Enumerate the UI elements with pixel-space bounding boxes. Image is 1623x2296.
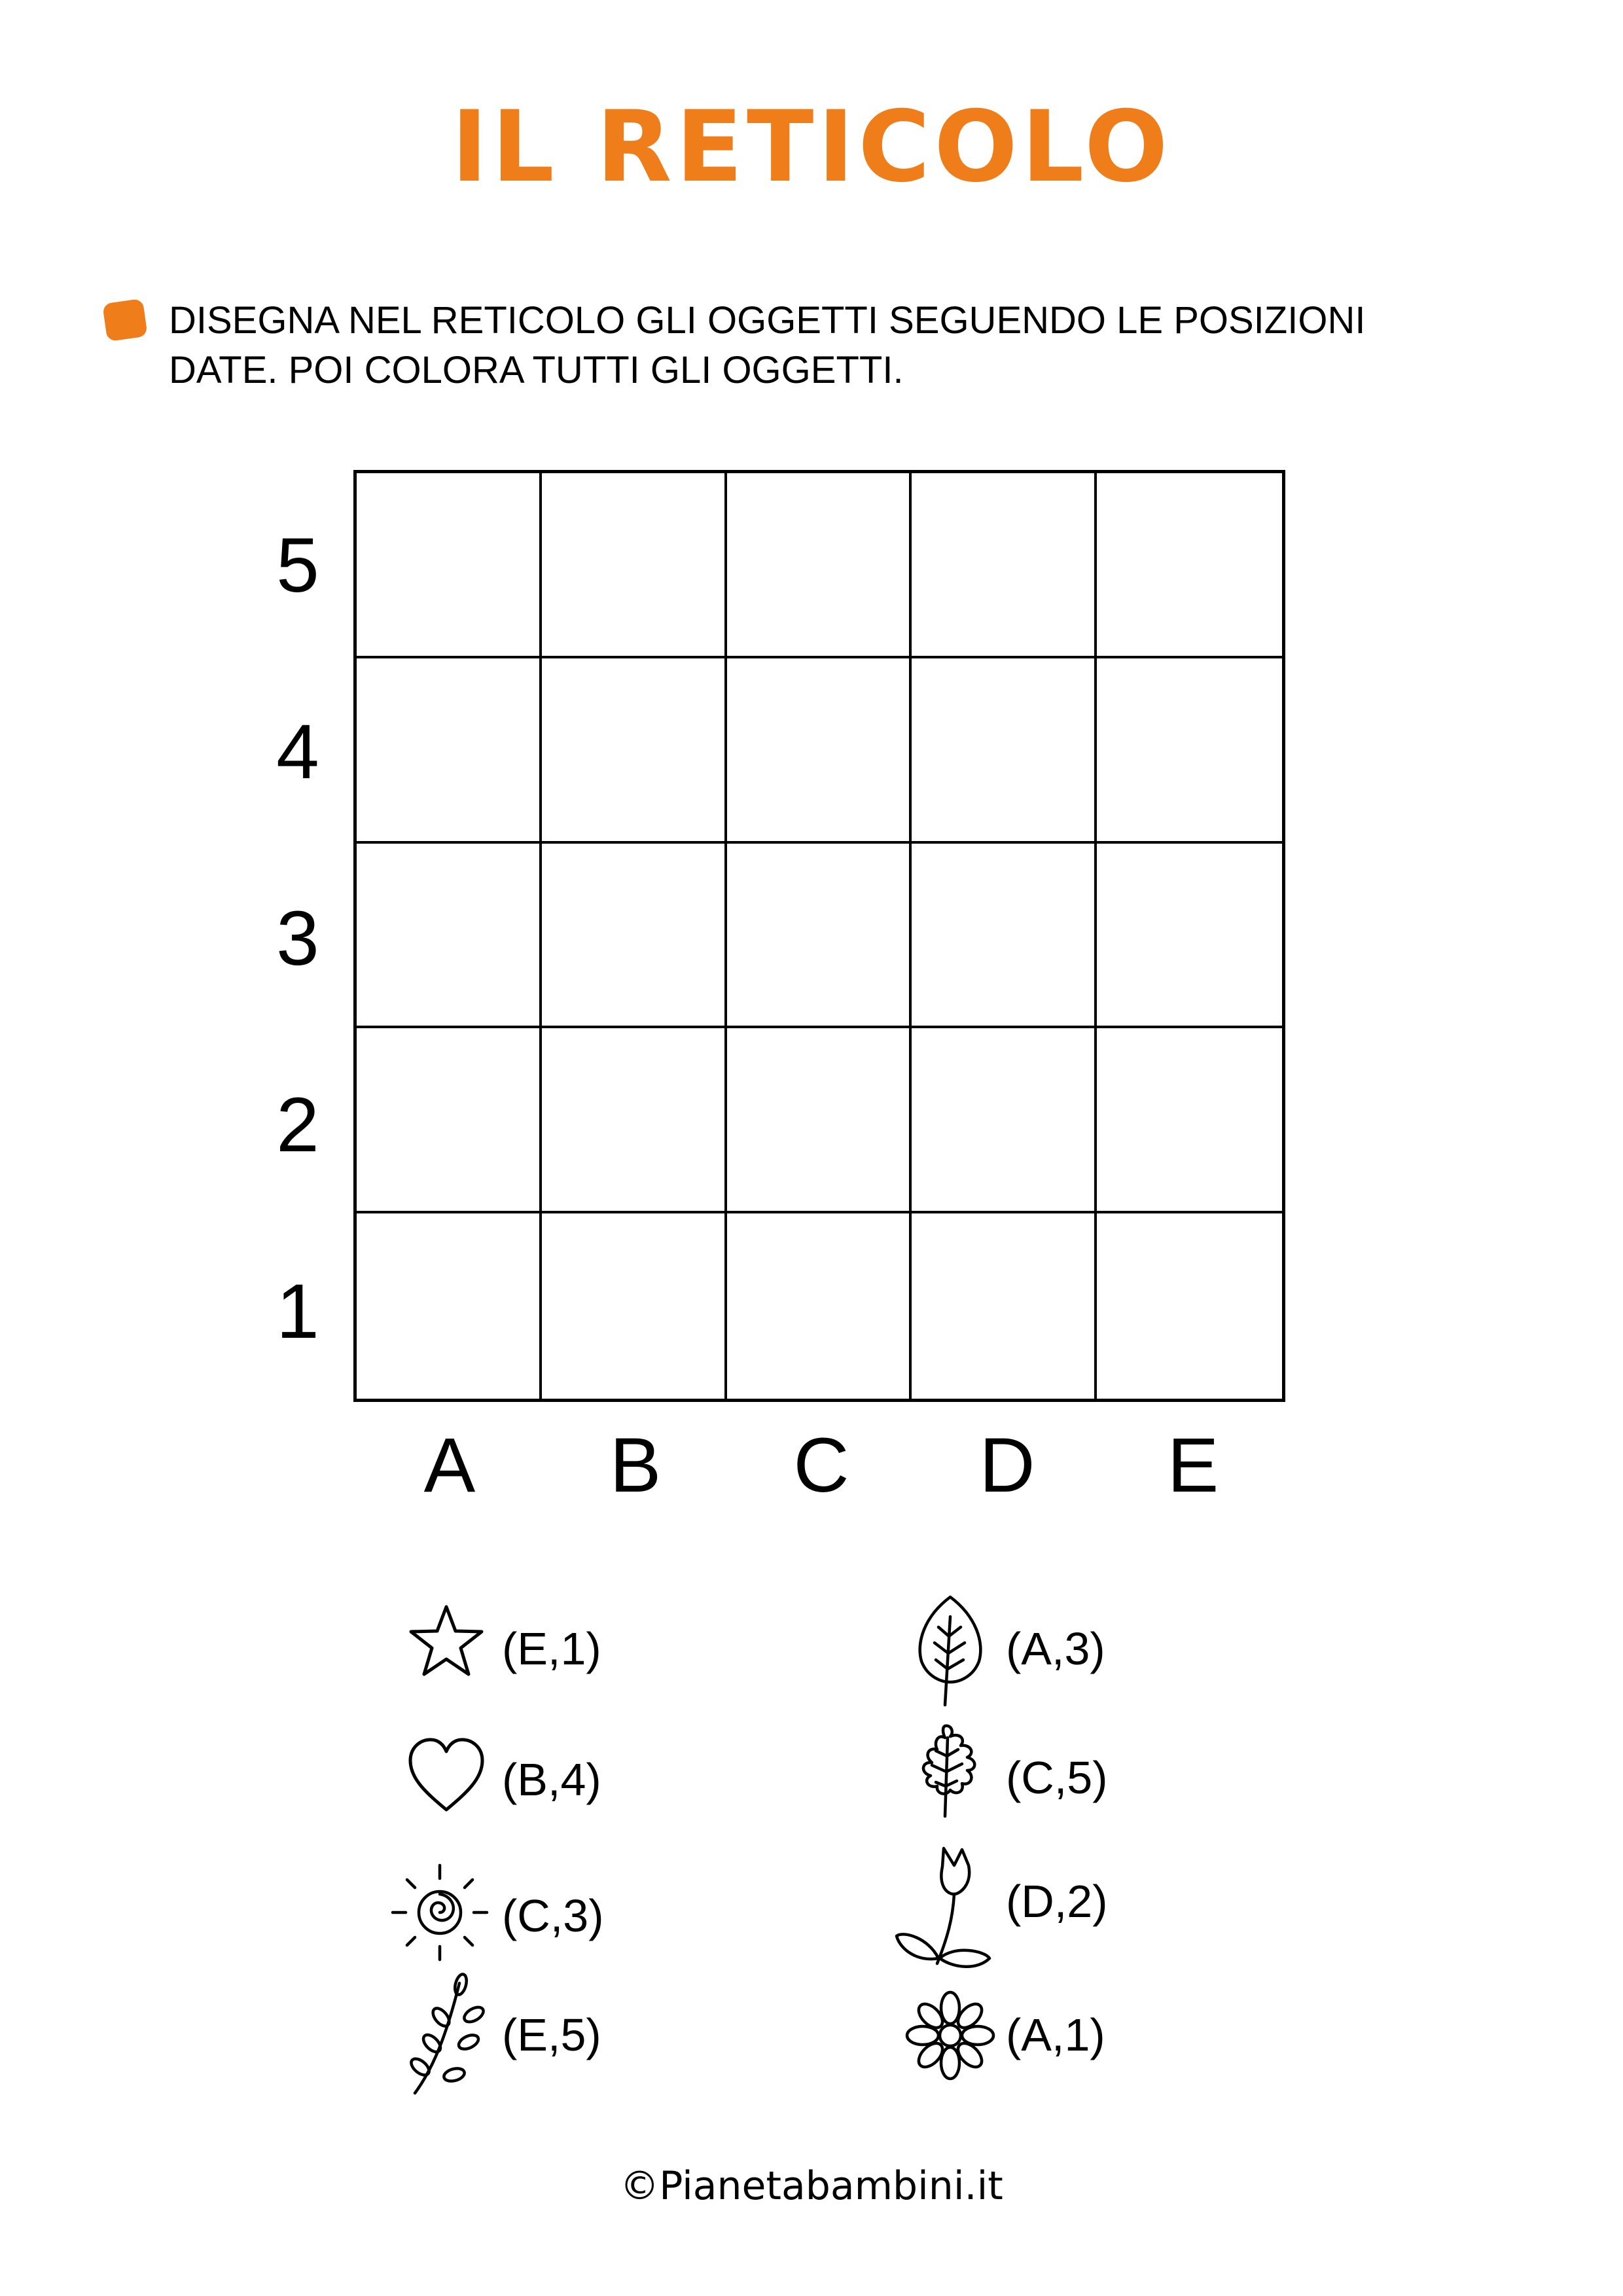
grid-cell-E3[interactable]: [1097, 844, 1282, 1029]
instructions-line-2: DATE. POI COLORA TUTTI GLI OGGETTI.: [169, 349, 904, 391]
legend-coord: (B,4): [502, 1754, 601, 1805]
grid-cell-A1[interactable]: [357, 1213, 542, 1399]
grid-cell-E2[interactable]: [1097, 1028, 1282, 1213]
row-label-4: 4: [276, 709, 319, 795]
column-label-A: A: [423, 1422, 476, 1509]
grid-cell-B5[interactable]: [542, 473, 727, 658]
instruction-bullet-icon: [102, 298, 147, 342]
grid-cell-A5[interactable]: [357, 473, 542, 658]
leaf-icon: [904, 1590, 996, 1708]
instructions: [169, 296, 1478, 395]
grid-cell-B4[interactable]: [542, 658, 727, 844]
column-label-C: C: [793, 1422, 849, 1509]
sun-icon: [386, 1859, 494, 1967]
grid-cell-C1[interactable]: [727, 1213, 912, 1399]
row-label-5: 5: [276, 522, 319, 609]
star-icon: [401, 1597, 492, 1689]
copyright-footer: ©Pianetabambini.it: [620, 2163, 1003, 2209]
grid-cell-D3[interactable]: [912, 844, 1097, 1029]
row-label-1: 1: [276, 1268, 319, 1355]
tulip-icon: [891, 1839, 999, 1977]
grid-cell-D2[interactable]: [912, 1028, 1097, 1213]
grid-cell-B3[interactable]: [542, 844, 727, 1029]
legend-coord: (C,3): [502, 1890, 604, 1941]
grid-cell-A2[interactable]: [357, 1028, 542, 1213]
grid-cell-A3[interactable]: [357, 844, 542, 1029]
coordinate-grid: [353, 470, 1285, 1402]
grid-cell-C2[interactable]: [727, 1028, 912, 1213]
column-label-D: D: [979, 1422, 1035, 1509]
row-label-2: 2: [276, 1082, 319, 1168]
column-label-B: B: [609, 1422, 662, 1509]
grid-cell-B2[interactable]: [542, 1028, 727, 1213]
oak-leaf-icon: [904, 1718, 996, 1823]
legend-coord: (D,2): [1006, 1876, 1108, 1927]
legend-coord: (A,1): [1006, 2009, 1105, 2060]
legend-coord: (E,5): [502, 2009, 601, 2060]
grid-cell-D4[interactable]: [912, 658, 1097, 844]
legend-coord: (E,1): [502, 1623, 601, 1674]
grid-cell-E5[interactable]: [1097, 473, 1282, 658]
grid-cell-D5[interactable]: [912, 473, 1097, 658]
grid-cell-E1[interactable]: [1097, 1213, 1282, 1399]
grid-cell-C5[interactable]: [727, 473, 912, 658]
grid-cell-A4[interactable]: [357, 658, 542, 844]
daisy-icon: [904, 1990, 996, 2081]
grid-cell-D1[interactable]: [912, 1213, 1097, 1399]
legend-coord: (A,3): [1006, 1623, 1105, 1674]
page-title: IL RETICOLO: [451, 90, 1172, 204]
grid-cell-E4[interactable]: [1097, 658, 1282, 844]
grid-cell-B1[interactable]: [542, 1213, 727, 1399]
heart-icon: [401, 1728, 492, 1820]
grid-cell-C3[interactable]: [727, 844, 912, 1029]
instructions-line-1: DISEGNA NEL RETICOLO GLI OGGETTI SEGUENDO LE POSIZIONI: [169, 299, 1366, 342]
grid-cell-C4[interactable]: [727, 658, 912, 844]
legend-coord: (C,5): [1006, 1752, 1108, 1803]
column-label-E: E: [1167, 1422, 1219, 1509]
branch-icon: [401, 1970, 492, 2101]
row-label-3: 3: [276, 895, 319, 982]
